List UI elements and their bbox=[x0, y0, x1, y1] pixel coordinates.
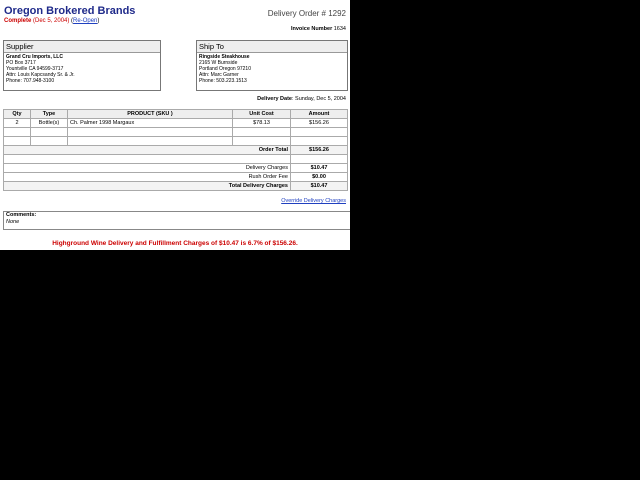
ship-to-name: Ringside Steakhouse bbox=[199, 54, 250, 60]
row-type: Bottle(s) bbox=[31, 119, 68, 128]
ship-to-box bbox=[196, 40, 348, 91]
ship-to-heading: Ship To bbox=[197, 41, 347, 53]
supplier-address bbox=[4, 53, 160, 85]
row-qty: 2 bbox=[4, 119, 31, 128]
brand-title: Oregon Brokered Brands bbox=[4, 5, 136, 17]
rush-fee-value: $0.00 bbox=[291, 173, 348, 182]
empty-cell bbox=[31, 137, 68, 146]
supplier-address-line2: Yountville CA 94599-3717 bbox=[6, 66, 64, 72]
supplier-box bbox=[3, 40, 161, 91]
status-text: Complete bbox=[4, 18, 32, 24]
supplier-address-line1: PO Box 3717 bbox=[6, 60, 36, 66]
row-unit-cost: $78.13 bbox=[233, 119, 291, 128]
total-delivery-value: $10.47 bbox=[291, 182, 348, 191]
order-total-value: $156.26 bbox=[291, 146, 348, 155]
rush-fee-label: Rush Order Fee bbox=[4, 173, 291, 182]
col-header-amount: Amount bbox=[291, 110, 348, 119]
reopen-paren-close: ) bbox=[97, 18, 100, 24]
ship-to-attn: Attn: Marc Garner bbox=[199, 72, 239, 78]
fulfillment-fee-note: Highground Wine Delivery and Fulfillment Charges of $10.47 is 6.7% of $156.26. bbox=[52, 240, 298, 247]
row-product: Ch. Palmer 1998 Margaux bbox=[68, 119, 233, 128]
col-header-unit-cost: Unit Cost bbox=[233, 110, 291, 119]
invoice-value: 1634 bbox=[333, 26, 346, 32]
col-header-type: Type bbox=[31, 110, 68, 119]
empty-cell bbox=[291, 155, 348, 164]
order-total-label: Order Total bbox=[4, 146, 291, 155]
items-table bbox=[3, 109, 348, 191]
rush-fee-row bbox=[4, 173, 348, 182]
comments-value: None bbox=[6, 219, 20, 225]
ship-to-address-line2: Portland Oregon 97210 bbox=[199, 66, 251, 72]
override-delivery-charges-link[interactable]: Override Delivery Charges bbox=[281, 198, 346, 204]
status-date: (Dec 5, 2004) bbox=[33, 18, 70, 24]
empty-cell bbox=[4, 155, 291, 164]
comments-box bbox=[3, 211, 350, 230]
ship-to-address bbox=[197, 53, 347, 85]
delivery-charges-row bbox=[4, 164, 348, 173]
ship-to-phone: Phone: 503.223.1513 bbox=[199, 78, 247, 84]
empty-cell bbox=[31, 128, 68, 137]
empty-cell bbox=[4, 128, 31, 137]
ship-to-address-line1: 2165 W Burnside bbox=[199, 60, 238, 66]
spacer-row bbox=[4, 155, 348, 164]
empty-row bbox=[4, 137, 348, 146]
total-delivery-label: Total Delivery Charges bbox=[4, 182, 291, 191]
order-total-row bbox=[4, 146, 348, 155]
delivery-date bbox=[257, 96, 346, 102]
reopen-paren-open: ( bbox=[71, 18, 74, 24]
supplier-attn: Attn: Louis Kapcsandy Sr. & Jr. bbox=[6, 72, 75, 78]
empty-cell bbox=[4, 137, 31, 146]
empty-cell bbox=[233, 137, 291, 146]
items-header-row bbox=[4, 110, 348, 119]
empty-cell bbox=[68, 128, 233, 137]
delivery-date-label: Delivery Date bbox=[257, 96, 292, 102]
delivery-charges-value: $10.47 bbox=[291, 164, 348, 173]
empty-cell bbox=[291, 128, 348, 137]
supplier-heading: Supplier bbox=[4, 41, 160, 53]
table-row bbox=[4, 119, 348, 128]
empty-cell bbox=[68, 137, 233, 146]
row-amount: $156.26 bbox=[291, 119, 348, 128]
comments-label: Comments: bbox=[6, 212, 37, 218]
col-header-qty: Qty bbox=[4, 110, 31, 119]
empty-cell bbox=[233, 128, 291, 137]
reopen-link[interactable]: Re-Open bbox=[73, 18, 98, 24]
col-header-product: PRODUCT (SKU ) bbox=[68, 110, 233, 119]
delivery-order-number: Delivery Order # 1292 bbox=[267, 9, 346, 18]
delivery-charges-label: Delivery Charges bbox=[4, 164, 291, 173]
delivery-date-value: : Sunday, Dec 5, 2004 bbox=[291, 96, 346, 102]
invoice-label: Invoice Number bbox=[290, 26, 333, 32]
invoice-number bbox=[291, 26, 346, 32]
status-line bbox=[4, 18, 99, 24]
supplier-name: Grand Cru Imports, LLC bbox=[6, 54, 63, 60]
supplier-phone: Phone: 707.948-3100 bbox=[6, 78, 55, 84]
empty-row bbox=[4, 128, 348, 137]
total-delivery-row bbox=[4, 182, 348, 191]
empty-cell bbox=[291, 137, 348, 146]
delivery-order-page bbox=[0, 0, 350, 250]
